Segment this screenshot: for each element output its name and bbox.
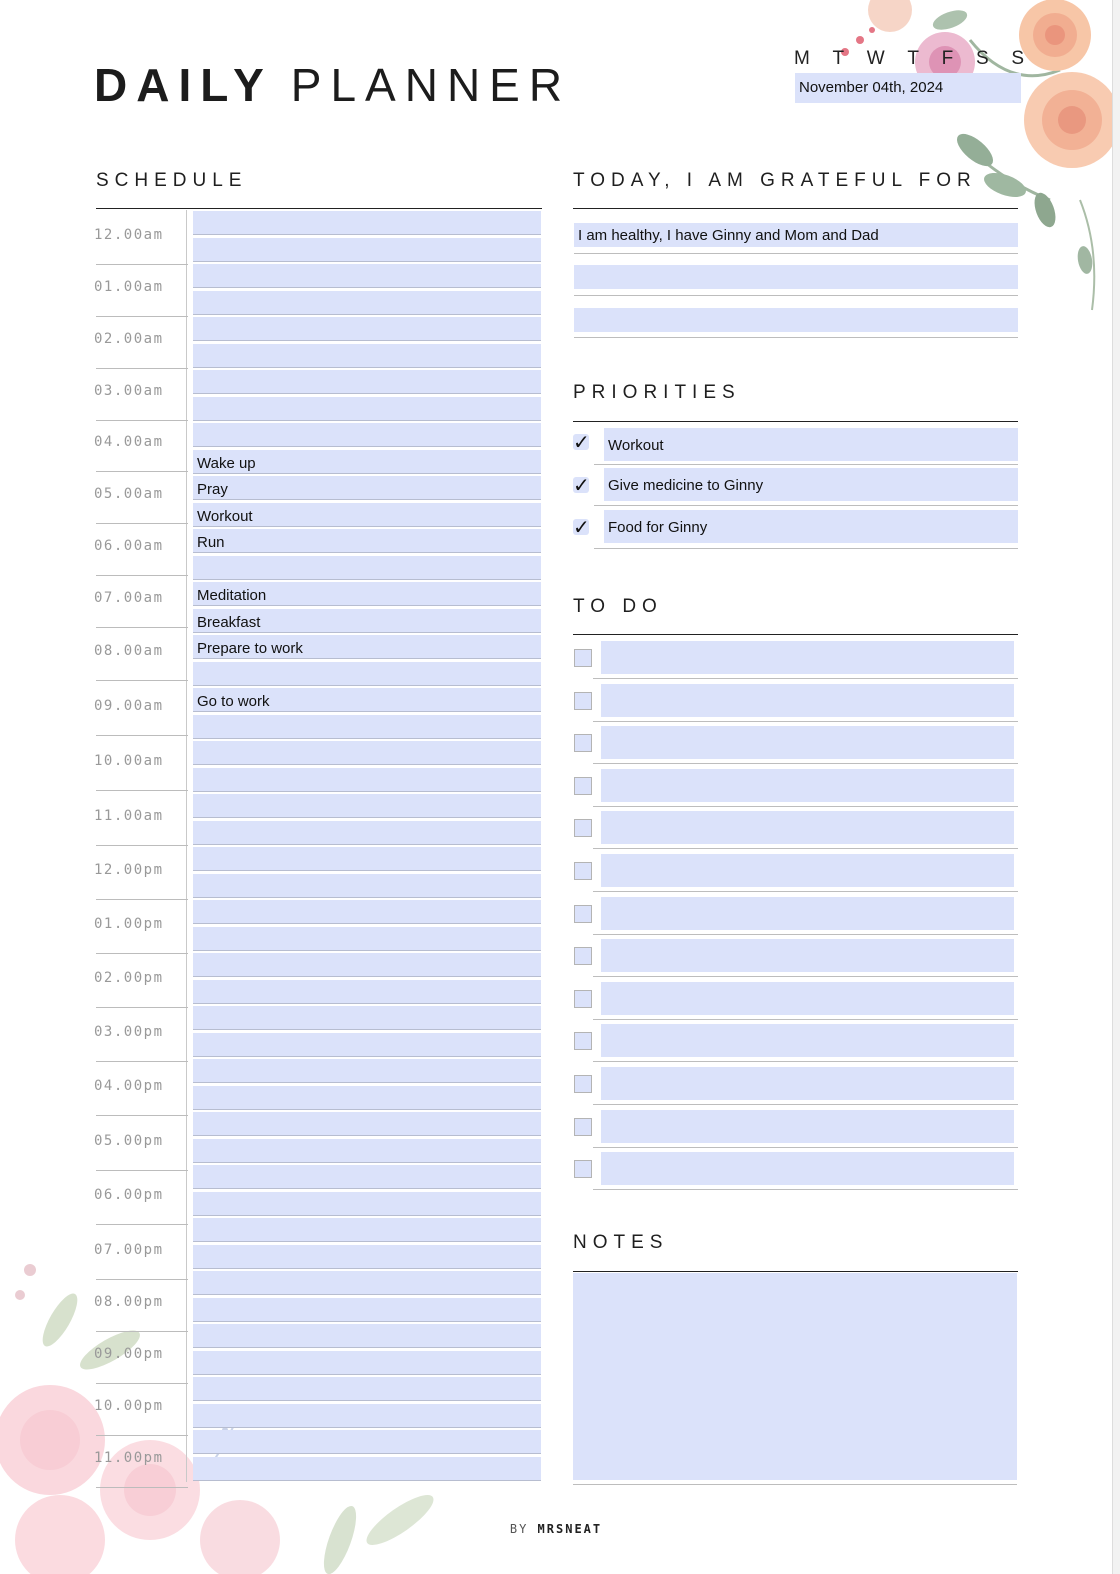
schedule-slot[interactable]: Prepare to work <box>193 635 541 659</box>
schedule-slot[interactable] <box>193 264 541 288</box>
schedule-slot[interactable] <box>193 211 541 235</box>
todo-checkbox[interactable] <box>574 905 592 923</box>
schedule-slot[interactable] <box>193 423 541 447</box>
schedule-slot[interactable] <box>193 344 541 368</box>
todo-checkbox[interactable] <box>574 692 592 710</box>
hour-row <box>96 682 188 736</box>
priority-checkbox[interactable]: ✓ <box>573 516 593 538</box>
hour-label: 06.00pm <box>94 1187 164 1203</box>
hour-row <box>96 315 188 369</box>
schedule-slot[interactable] <box>193 238 541 262</box>
grateful-underline <box>574 253 1018 254</box>
hour-label: 05.00pm <box>94 1133 164 1149</box>
schedule-slot[interactable]: Pray <box>193 476 541 500</box>
schedule-slot[interactable] <box>193 1192 541 1216</box>
hour-label: 09.00pm <box>94 1346 164 1362</box>
todo-title: TO DO <box>573 596 663 617</box>
notes-title: NOTES <box>573 1232 669 1253</box>
schedule-slot[interactable]: Run <box>193 529 541 553</box>
grateful-line-3[interactable] <box>574 308 1018 332</box>
schedule-slot[interactable] <box>193 317 541 341</box>
title-bold-word: DAILY <box>94 59 273 111</box>
hour-row <box>96 792 188 846</box>
todo-underline <box>593 763 1018 764</box>
todo-item[interactable] <box>601 1110 1014 1143</box>
hour-row <box>96 627 188 681</box>
priorities-title: PRIORITIES <box>573 382 741 403</box>
todo-checkbox[interactable] <box>574 1160 592 1178</box>
grateful-rule <box>573 208 1018 209</box>
hour-label: 04.00am <box>94 434 164 450</box>
grateful-title: TODAY, I AM GRATEFUL FOR <box>573 170 977 191</box>
todo-item[interactable] <box>601 939 1014 972</box>
todo-checkbox[interactable] <box>574 1075 592 1093</box>
weekday-mon[interactable]: M <box>794 48 810 69</box>
schedule-slot[interactable] <box>193 1377 541 1401</box>
schedule-slot[interactable] <box>193 768 541 792</box>
schedule-slot[interactable] <box>193 1059 541 1083</box>
grateful-underline <box>574 337 1018 338</box>
schedule-title: SCHEDULE <box>96 170 248 191</box>
notes-area[interactable] <box>573 1273 1017 1480</box>
hour-row <box>96 211 188 265</box>
todo-item[interactable] <box>601 726 1014 759</box>
hour-label: 07.00am <box>94 590 164 606</box>
schedule-slot[interactable] <box>193 1351 541 1375</box>
hour-label: 02.00pm <box>94 970 164 986</box>
hour-row <box>96 1434 188 1488</box>
hour-row <box>96 1330 188 1384</box>
hour-row <box>96 1117 188 1171</box>
todo-underline <box>593 806 1018 807</box>
schedule-slot[interactable]: Wake up <box>193 450 541 474</box>
hour-label: 09.00am <box>94 698 164 714</box>
hour-label: 03.00am <box>94 383 164 399</box>
todo-item[interactable] <box>601 1067 1014 1100</box>
hour-label: 04.00pm <box>94 1078 164 1094</box>
title-light-word: PLANNER <box>290 59 572 111</box>
todo-item[interactable] <box>601 641 1014 674</box>
schedule-slot[interactable]: Go to work <box>193 688 541 712</box>
hour-label: 12.00pm <box>94 862 164 878</box>
todo-checkbox[interactable] <box>574 990 592 1008</box>
todo-checkbox[interactable] <box>574 777 592 795</box>
todo-underline <box>593 848 1018 849</box>
todo-underline <box>593 1147 1018 1148</box>
hour-row <box>96 1278 188 1332</box>
schedule-slot[interactable] <box>193 556 541 580</box>
hour-row <box>96 574 188 628</box>
hour-row <box>96 522 188 576</box>
hour-row <box>96 1382 188 1436</box>
grateful-underline <box>574 295 1018 296</box>
todo-underline <box>593 721 1018 722</box>
schedule-slot[interactable]: Workout <box>193 503 541 527</box>
todo-underline <box>593 1189 1018 1190</box>
schedule-slot[interactable] <box>193 980 541 1004</box>
hour-label: 10.00am <box>94 753 164 769</box>
schedule-slot[interactable]: Breakfast <box>193 609 541 633</box>
hour-label: 07.00pm <box>94 1242 164 1258</box>
schedule-slot[interactable] <box>193 900 541 924</box>
priority-item[interactable]: Give medicine to Ginny <box>604 468 1018 501</box>
schedule-rule <box>96 208 542 209</box>
schedule-slot[interactable] <box>193 397 541 421</box>
hour-row <box>96 1062 188 1116</box>
hour-row <box>96 1008 188 1062</box>
priority-underline <box>594 464 1018 465</box>
priority-checkbox[interactable]: ✓ <box>573 431 593 453</box>
todo-rule <box>573 634 1018 635</box>
hour-label: 11.00pm <box>94 1450 164 1466</box>
priorities-rule <box>573 421 1018 422</box>
schedule-slot[interactable] <box>193 1112 541 1136</box>
schedule-slot[interactable] <box>193 715 541 739</box>
schedule-slot[interactable] <box>193 1404 541 1428</box>
todo-underline <box>593 976 1018 977</box>
todo-item[interactable] <box>601 854 1014 887</box>
schedule-slot[interactable] <box>193 953 541 977</box>
todo-underline <box>593 1019 1018 1020</box>
todo-checkbox[interactable] <box>574 1032 592 1050</box>
hour-row <box>96 367 188 421</box>
weekday-wed[interactable]: W <box>866 48 885 69</box>
todo-item[interactable] <box>601 684 1014 717</box>
todo-underline <box>593 934 1018 935</box>
todo-checkbox[interactable] <box>574 862 592 880</box>
schedule-slot[interactable] <box>193 874 541 898</box>
weekday-sun[interactable]: S <box>1011 48 1024 69</box>
schedule-slot[interactable] <box>193 1139 541 1163</box>
schedule-slot[interactable] <box>193 1298 541 1322</box>
hour-row <box>96 954 188 1008</box>
hour-label: 06.00am <box>94 538 164 554</box>
hour-label: 10.00pm <box>94 1398 164 1414</box>
date-field[interactable]: November 04th, 2024 <box>795 73 1021 103</box>
hour-label: 12.00am <box>94 227 164 243</box>
weekday-fri[interactable]: F <box>941 48 954 69</box>
schedule-slot[interactable] <box>193 741 541 765</box>
schedule-slot[interactable] <box>193 1006 541 1030</box>
priority-underline <box>594 505 1018 506</box>
todo-underline <box>593 678 1018 679</box>
hour-label: 02.00am <box>94 331 164 347</box>
schedule-slot[interactable] <box>193 1165 541 1189</box>
hour-label: 01.00am <box>94 279 164 295</box>
todo-item[interactable] <box>601 1024 1014 1057</box>
schedule-slot[interactable] <box>193 1271 541 1295</box>
weekday-tue[interactable]: T <box>832 48 845 69</box>
todo-underline <box>593 1104 1018 1105</box>
hour-row <box>96 1226 188 1280</box>
schedule-slot[interactable] <box>193 1218 541 1242</box>
hour-label: 05.00am <box>94 486 164 502</box>
todo-item[interactable] <box>601 897 1014 930</box>
priority-underline <box>594 548 1018 549</box>
weekday-sat[interactable]: S <box>975 48 989 69</box>
schedule-slot[interactable] <box>193 847 541 871</box>
grateful-line-1[interactable]: I am healthy, I have Ginny and Mom and Dad <box>574 223 1018 247</box>
hour-row <box>96 418 188 472</box>
schedule-slot[interactable] <box>193 370 541 394</box>
hour-label: 08.00am <box>94 643 164 659</box>
schedule-slot[interactable] <box>193 662 541 686</box>
schedule-slot[interactable] <box>193 1086 541 1110</box>
priority-item[interactable]: Food for Ginny <box>604 510 1018 543</box>
hour-row <box>96 1171 188 1225</box>
todo-item[interactable] <box>601 811 1014 844</box>
notes-underline <box>573 1484 1017 1485</box>
schedule-slot[interactable] <box>193 1324 541 1348</box>
hour-label: 08.00pm <box>94 1294 164 1310</box>
todo-checkbox[interactable] <box>574 947 592 965</box>
schedule-slot[interactable] <box>193 1245 541 1269</box>
footer-credit <box>0 1522 1112 1536</box>
todo-checkbox[interactable] <box>574 649 592 667</box>
schedule-slot[interactable] <box>193 291 541 315</box>
hour-row <box>96 846 188 900</box>
priority-item[interactable]: Workout <box>604 428 1018 461</box>
todo-underline <box>593 1061 1018 1062</box>
todo-underline <box>593 891 1018 892</box>
page-title <box>94 58 571 118</box>
todo-item[interactable] <box>601 982 1014 1015</box>
notes-rule <box>573 1271 1018 1272</box>
hour-row <box>96 263 188 317</box>
hour-row <box>96 900 188 954</box>
weekday-thu[interactable]: T <box>907 48 919 69</box>
todo-checkbox[interactable] <box>574 734 592 752</box>
schedule-slot[interactable] <box>193 794 541 818</box>
hour-label: 03.00pm <box>94 1024 164 1040</box>
schedule-slot[interactable] <box>193 1033 541 1057</box>
todo-checkbox[interactable] <box>574 819 592 837</box>
hour-label: 11.00am <box>94 808 164 824</box>
schedule-slot[interactable] <box>193 1457 541 1481</box>
todo-item[interactable] <box>601 1152 1014 1185</box>
footer-brand: MRSNEAT <box>537 1522 603 1536</box>
schedule-slot[interactable]: Meditation <box>193 582 541 606</box>
todo-item[interactable] <box>601 769 1014 802</box>
schedule-slot[interactable] <box>193 927 541 951</box>
footer-by: BY <box>509 1522 529 1536</box>
page-edge <box>1112 0 1120 1574</box>
priority-checkbox[interactable]: ✓ <box>573 474 593 496</box>
todo-checkbox[interactable] <box>574 1118 592 1136</box>
hour-row <box>96 470 188 524</box>
weekday-selector <box>794 48 1024 70</box>
schedule-slot[interactable] <box>193 1430 541 1454</box>
schedule-slot[interactable] <box>193 821 541 845</box>
hour-row <box>96 737 188 791</box>
grateful-line-2[interactable] <box>574 265 1018 289</box>
hour-label: 01.00pm <box>94 916 164 932</box>
